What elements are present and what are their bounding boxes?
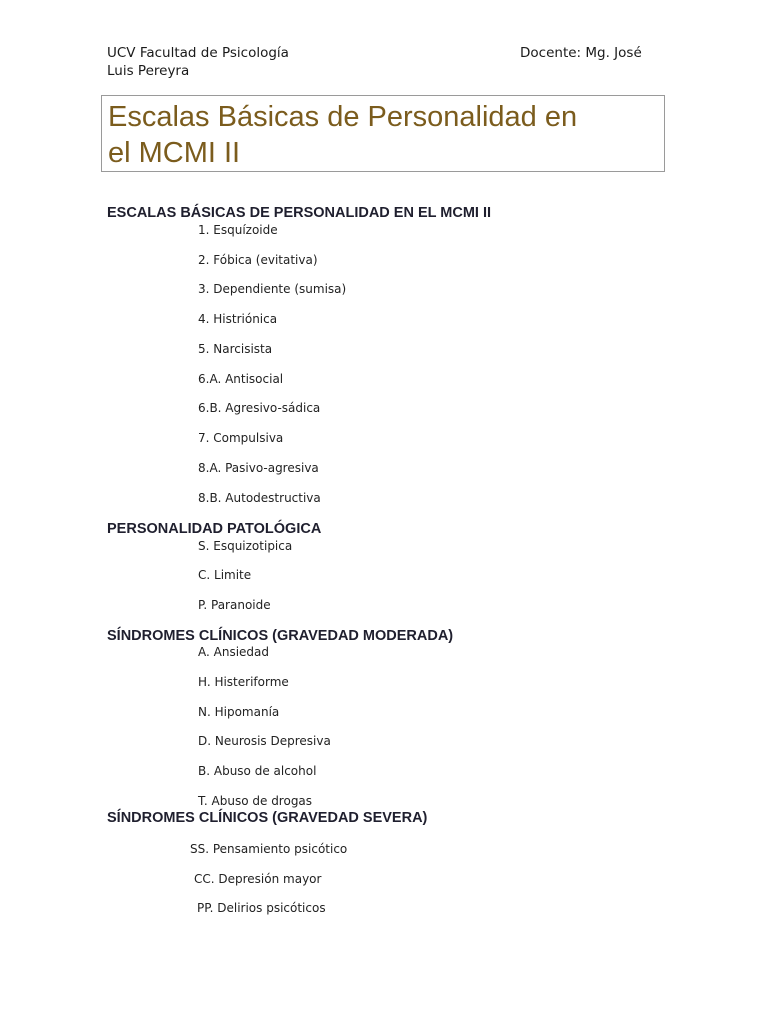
list-item: 7. Compulsiva — [198, 431, 284, 445]
list-item: N. Hipomanía — [198, 705, 280, 719]
list-item: 4. Histriónica — [198, 312, 278, 326]
list-item: 8.A. Pasivo-agresiva — [198, 461, 319, 475]
title-line-2: el MCMI II — [108, 137, 241, 169]
title-box — [101, 95, 665, 172]
list-item: B. Abuso de alcohol — [198, 764, 317, 778]
page-title — [108, 99, 577, 171]
list-item: PP. Delirios psicóticos — [197, 901, 326, 915]
list-item: 3. Dependiente (sumisa) — [198, 282, 347, 296]
list-item: CC. Depresión mayor — [194, 872, 322, 886]
list-item: 5. Narcisista — [198, 342, 273, 356]
list-item: SS. Pensamiento psicótico — [190, 842, 348, 856]
list-item: 2. Fóbica (evitativa) — [198, 253, 318, 267]
list-item: 6.A. Antisocial — [198, 372, 284, 386]
section-heading-pathological: PERSONALIDAD PATOLÓGICA — [107, 521, 322, 537]
list-item: S. Esquizotipica — [198, 539, 293, 553]
header-teacher: Docente: Mg. José — [520, 45, 642, 61]
list-item: 6.B. Agresivo-sádica — [198, 401, 321, 415]
list-item: P. Paranoide — [198, 598, 271, 612]
list-item: H. Histeriforme — [198, 675, 289, 689]
list-item: T. Abuso de drogas — [198, 794, 313, 808]
list-item: A. Ansiedad — [198, 645, 269, 659]
title-line-1: Escalas Básicas de Personalidad en — [108, 101, 578, 133]
header-left — [107, 44, 289, 80]
header-institution: UCV Facultad de Psicología — [107, 45, 289, 61]
list-item: C. Limite — [198, 568, 252, 582]
header-author-surname: Luis Pereyra — [107, 63, 190, 79]
section-heading-severe-syndromes: SÍNDROMES CLÍNICOS (GRAVEDAD SEVERA) — [107, 810, 428, 826]
list-item: 8.B. Autodestructiva — [198, 491, 321, 505]
section-heading-basic-scales: ESCALAS BÁSICAS DE PERSONALIDAD EN EL MCMI II — [107, 205, 492, 221]
list-item: D. Neurosis Depresiva — [198, 734, 331, 748]
list-item: 1. Esquízoide — [198, 223, 278, 237]
section-heading-moderate-syndromes: SÍNDROMES CLÍNICOS (GRAVEDAD MODERADA) — [107, 628, 454, 644]
